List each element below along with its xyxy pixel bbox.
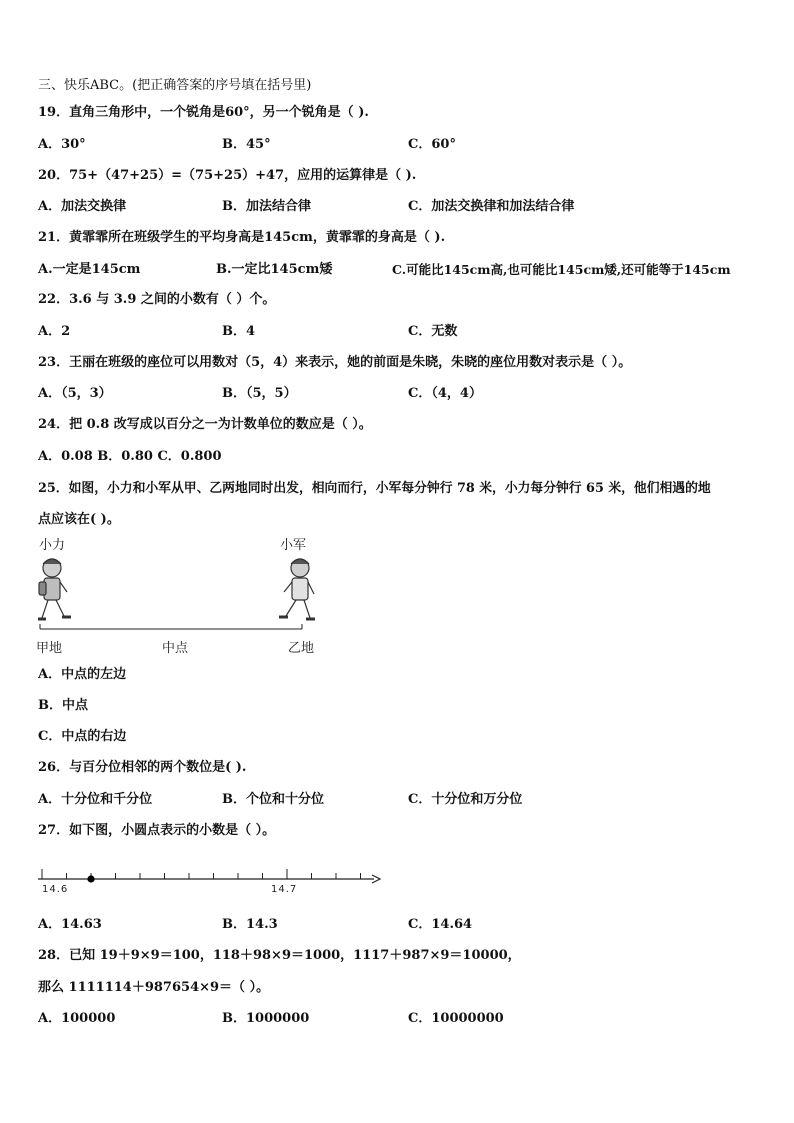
boy-right-icon — [279, 559, 315, 619]
question-19: 19．直角三角形中，一个锐角是60°，另一个锐角是（ ). — [38, 105, 369, 120]
question-22: 22．3.6 与 3.9 之间的小数有（ ）个。 — [38, 292, 276, 307]
question-27: 27．如下图，小圆点表示的小数是（ ）。 — [38, 823, 276, 838]
option-20-a[interactable]: A．加法交换律 — [38, 199, 127, 214]
option-20-b[interactable]: B．加法结合律 — [222, 199, 311, 214]
section-title: 三、快乐ABC。(把正确答案的序号填在括号里) — [38, 78, 312, 93]
option-27-c[interactable]: C．14.64 — [408, 917, 473, 932]
option-22-a[interactable]: A．2 — [38, 324, 71, 339]
question-28-cont: 那么 1111114＋987654×9＝（ ）。 — [38, 980, 270, 995]
option-27-b[interactable]: B．14.3 — [222, 917, 278, 932]
option-19-b[interactable]: B．45° — [222, 137, 271, 152]
option-28-c[interactable]: C．10000000 — [408, 1011, 504, 1026]
meeting-figure — [30, 532, 340, 660]
option-25-a[interactable]: A．中点的左边 — [38, 667, 127, 682]
label-14-6: 14.6 — [42, 884, 69, 895]
option-28-a[interactable]: A．100000 — [38, 1011, 116, 1026]
options-24[interactable]: A．0.08 B．0.80 C．0.800 — [38, 449, 222, 464]
option-26-c[interactable]: C．十分位和万分位 — [408, 792, 523, 807]
boy-left-icon — [38, 559, 71, 619]
option-23-c[interactable]: C．（4，4） — [408, 386, 482, 401]
option-25-c[interactable]: C．中点的右边 — [38, 729, 127, 744]
option-19-c[interactable]: C．60° — [408, 137, 456, 152]
option-21-c[interactable]: C.可能比145cm高,也可能比145cm矮,还可能等于145cm — [392, 262, 731, 277]
label-xiaojun: 小军 — [280, 538, 307, 553]
option-27-a[interactable]: A．14.63 — [38, 917, 102, 932]
option-26-b[interactable]: B．个位和十分位 — [222, 792, 324, 807]
option-25-b[interactable]: B．中点 — [38, 698, 88, 713]
option-23-b[interactable]: B．（5，5） — [222, 386, 297, 401]
option-19-a[interactable]: A．30° — [38, 137, 86, 152]
option-20-c[interactable]: C．加法交换律和加法结合律 — [408, 199, 575, 214]
question-25: 25．如图，小力和小军从甲、乙两地同时出发，相向而行，小军每分钟行 78 米，小力每分钟行 65 米，他们相遇的地 — [38, 481, 711, 496]
option-28-b[interactable]: B．1000000 — [222, 1011, 310, 1026]
number-line — [34, 855, 384, 895]
question-20: 20．75+（47+25）=（75+25）+47，应用的运算律是（ ). — [38, 168, 417, 183]
question-28: 28．已知 19＋9×9＝100，118＋98×9＝1000，1117＋987×9＝10000， — [38, 948, 521, 963]
question-21: 21．黄霏霏所在班级学生的平均身高是145cm，黄霏霏的身高是（ ). — [38, 230, 446, 245]
option-22-b[interactable]: B．4 — [222, 324, 256, 339]
question-25-cont: 点应该在( )。 — [38, 512, 120, 527]
dot-marker — [87, 875, 94, 882]
label-yidi: 乙地 — [288, 641, 315, 656]
option-23-a[interactable]: A．（5，3） — [38, 386, 112, 401]
option-21-b[interactable]: B.一定比145cm矮 — [216, 262, 333, 277]
label-midpoint: 中点 — [162, 641, 189, 656]
option-22-c[interactable]: C．无数 — [408, 324, 458, 339]
question-26: 26．与百分位相邻的两个数位是( ). — [38, 760, 247, 775]
label-jiadi: 甲地 — [36, 641, 63, 656]
label-xiaoli: 小力 — [39, 538, 66, 553]
question-23: 23．王丽在班级的座位可以用数对（5，4）来表示，她的前面是朱晓，朱晓的座位用数对表示是（ ）。 — [38, 355, 632, 370]
label-14-7: 14.7 — [271, 884, 298, 895]
option-26-a[interactable]: A．十分位和千分位 — [38, 792, 153, 807]
option-21-a[interactable]: A.一定是145cm — [38, 262, 141, 277]
question-24: 24．把 0.8 改写成以百分之一为计数单位的数应是（ ）。 — [38, 417, 372, 432]
